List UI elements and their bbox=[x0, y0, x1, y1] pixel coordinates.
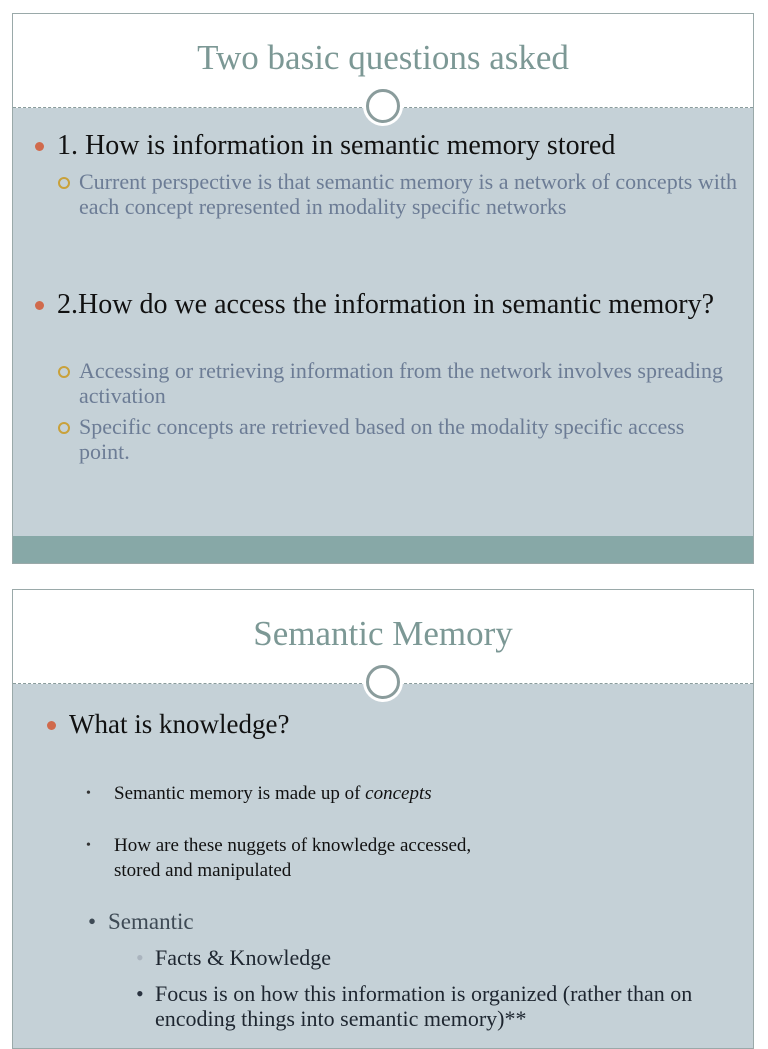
bullet-ring-icon bbox=[58, 422, 70, 434]
question-2-text: 2.How do we access the information in semantic memory? bbox=[57, 289, 715, 320]
slide-2 bbox=[12, 589, 754, 1049]
question-2-sub-2-text: Specific concepts are retrieved based on the modality specific access point. bbox=[79, 414, 685, 464]
small-bullet-icon: • bbox=[86, 838, 91, 853]
bullet-ring-icon bbox=[58, 177, 70, 189]
knowledge-item-1-emphasis: concepts bbox=[365, 783, 432, 804]
ring-ornament-icon bbox=[363, 662, 403, 702]
semantic-item-text: Semantic bbox=[108, 909, 194, 934]
knowledge-item-2 bbox=[86, 833, 474, 883]
question-2 bbox=[57, 289, 717, 320]
small-bullet-icon: • bbox=[86, 786, 91, 801]
bullet-ring-icon bbox=[58, 366, 70, 378]
question-1-text: 1. How is information in semantic memory stored bbox=[57, 130, 616, 161]
question-1-sub-1-text: Current perspective is that semantic memory is a network of concepts with each concept represented in modality specific networks bbox=[79, 169, 737, 219]
bullet-icon: • bbox=[136, 945, 144, 970]
question-1-sub-1 bbox=[79, 169, 739, 219]
question-2-sub-1 bbox=[79, 358, 739, 408]
semantic-item bbox=[88, 909, 508, 935]
knowledge-item-2-text: How are these nuggets of knowledge accessed, stored and manipulated bbox=[114, 835, 472, 881]
question-2-sub-2 bbox=[79, 414, 739, 464]
bullet-dot-icon bbox=[47, 721, 56, 730]
knowledge-item-1 bbox=[86, 781, 614, 806]
question-2-sub-1-text: Accessing or retrieving information from the network involves spreading activation bbox=[79, 358, 723, 408]
main-bullet bbox=[69, 709, 669, 740]
ring-ornament-icon bbox=[363, 86, 403, 126]
knowledge-item-1-text: Semantic memory is made up of bbox=[114, 783, 366, 804]
bullet-dot-icon bbox=[35, 142, 44, 151]
bullet-icon: • bbox=[88, 909, 97, 934]
semantic-sub-2-text: Focus is on how this information is organized (rather than on encoding things into semantic memory)** bbox=[155, 981, 693, 1031]
slide-title: Semantic Memory bbox=[253, 614, 513, 653]
question-1 bbox=[57, 130, 737, 161]
bullet-icon: • bbox=[136, 981, 144, 1006]
footer-bar bbox=[13, 536, 753, 563]
bullet-dot-icon bbox=[35, 301, 44, 310]
main-bullet-text: What is knowledge? bbox=[69, 709, 290, 739]
slide-1 bbox=[12, 13, 754, 564]
slide-title: Two basic questions asked bbox=[197, 38, 569, 77]
semantic-sub-1-text: Facts & Knowledge bbox=[155, 945, 331, 970]
semantic-sub-1 bbox=[136, 945, 555, 970]
